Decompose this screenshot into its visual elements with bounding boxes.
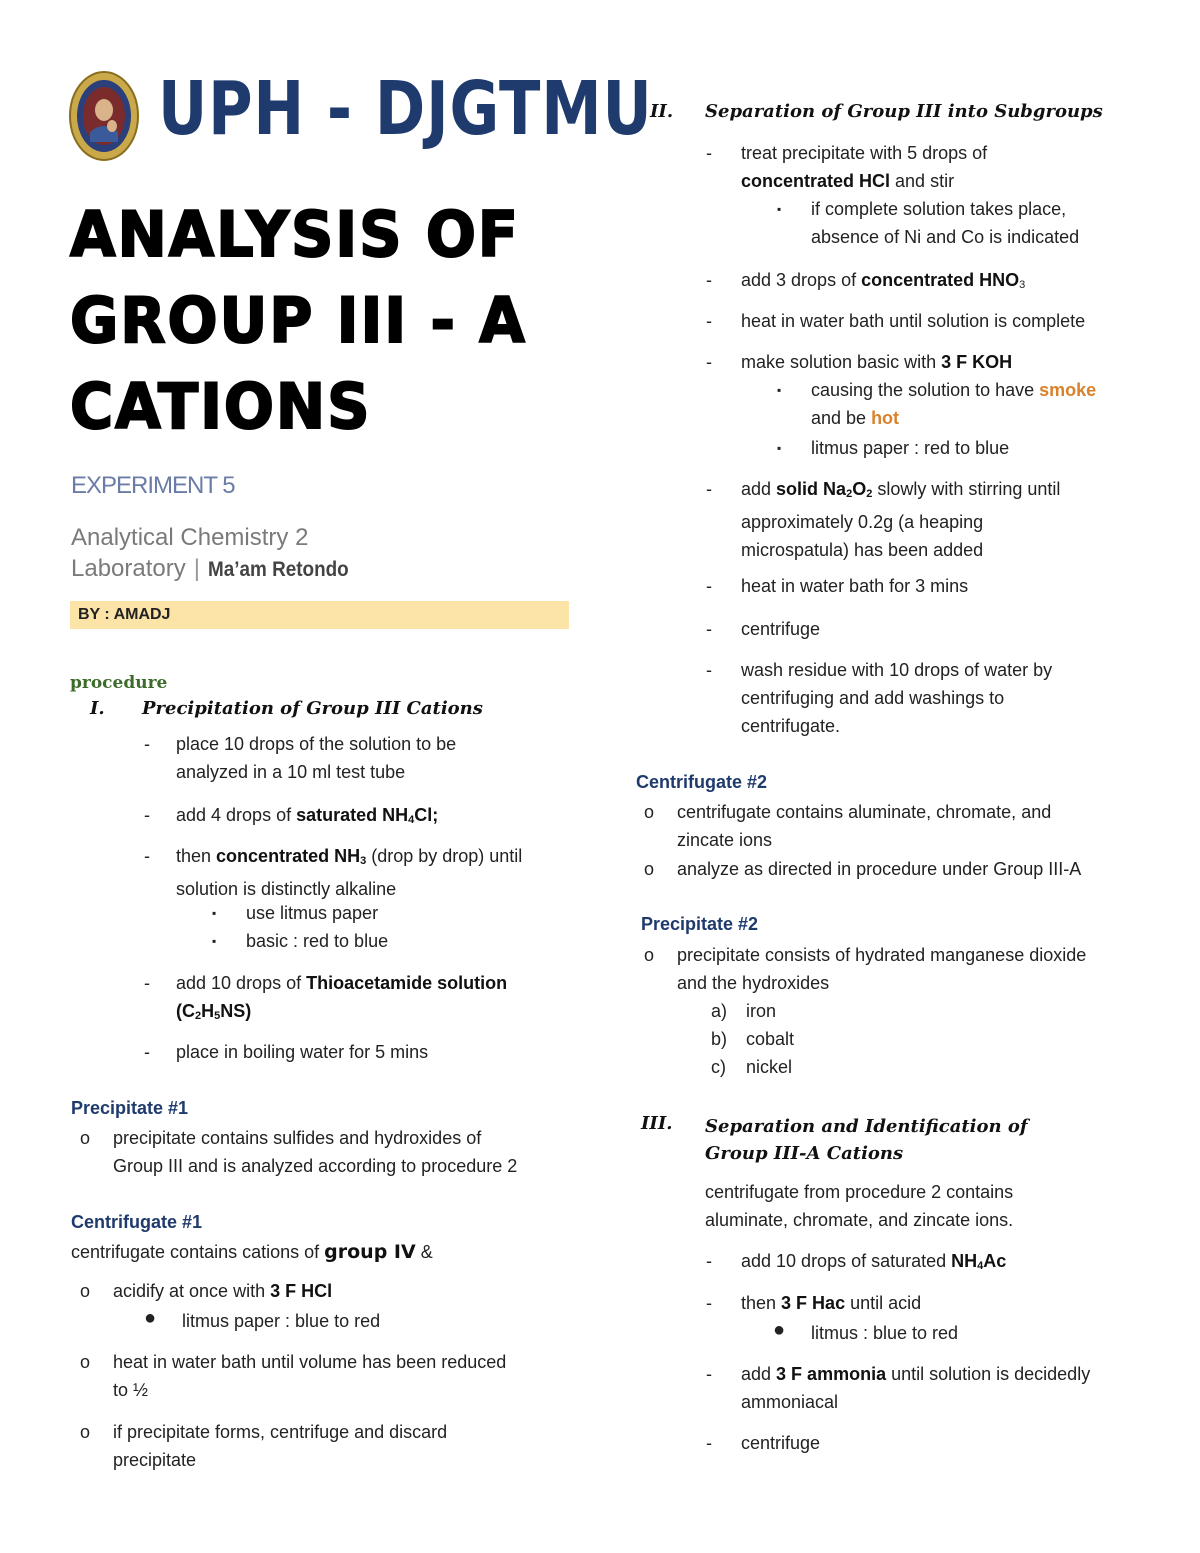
- chemical: O: [852, 479, 867, 499]
- title-line: CATIONS: [70, 370, 372, 443]
- text-line: solution is distinctly alkaline: [176, 879, 397, 899]
- title-line: GROUP III - A: [70, 284, 527, 357]
- list-label: c): [711, 1057, 726, 1077]
- text-line: centrifuging and add washings to: [741, 688, 1005, 708]
- step-text: [741, 266, 1025, 299]
- note-text: [677, 941, 1086, 997]
- section-title: Separation of Group III into Subgroups: [705, 101, 1103, 122]
- text: then: [176, 846, 217, 866]
- chemical: Ac: [983, 1251, 1007, 1271]
- group-label: group IV: [324, 1241, 416, 1263]
- step-text: [741, 348, 1012, 376]
- section-numeral: III.: [641, 1113, 673, 1134]
- section-numeral: I.: [90, 698, 105, 719]
- dash-bullet: -: [706, 311, 712, 331]
- square-bullet: ▪: [777, 202, 782, 216]
- text-line: place 10 drops of the solution to be: [176, 734, 457, 754]
- list-text: nickel: [746, 1057, 793, 1077]
- experiment-label: EXPERIMENT 5: [71, 472, 235, 499]
- separator: |: [193, 555, 200, 582]
- subscript: 3: [1019, 279, 1026, 291]
- text: &: [415, 1242, 433, 1262]
- circle-bullet: o: [644, 859, 655, 879]
- text: acidify at once with: [113, 1281, 271, 1301]
- chemical: Thioacetamide solution: [306, 973, 508, 993]
- sub-step: litmus : blue to red: [811, 1323, 959, 1343]
- title-line: Group III-A Cations: [705, 1143, 904, 1164]
- text-line: precipitate consists of hydrated manganese dioxide: [677, 945, 1087, 965]
- text: add: [741, 479, 777, 499]
- dash-bullet: -: [706, 352, 712, 372]
- section-numeral: II.: [650, 101, 674, 122]
- text: and be: [811, 408, 872, 428]
- text: add 3 drops of: [741, 270, 862, 290]
- text: add 10 drops of: [176, 973, 307, 993]
- text-line: precipitate contains sulfides and hydroxides of: [113, 1128, 482, 1148]
- square-bullet: ▪: [777, 383, 782, 397]
- list-text: cobalt: [746, 1029, 795, 1049]
- subscript: 4: [408, 814, 415, 826]
- text-line: centrifugate.: [741, 716, 841, 736]
- note-text: [113, 1124, 517, 1180]
- chemical: saturated NH: [296, 805, 409, 825]
- text: make solution basic with: [741, 352, 942, 372]
- procedure-label: procedure: [70, 673, 168, 693]
- text: add 4 drops of: [176, 805, 297, 825]
- note-text: [71, 1238, 433, 1266]
- circle-bullet: o: [80, 1281, 91, 1301]
- subscript: 3: [360, 855, 367, 867]
- text: until solution is decidedly: [886, 1364, 1091, 1384]
- sub-step: basic : red to blue: [246, 931, 389, 951]
- square-bullet: ▪: [212, 906, 217, 920]
- intro-text: [705, 1178, 1013, 1234]
- text: add: [741, 1364, 777, 1384]
- dash-bullet: -: [144, 973, 150, 993]
- dash-bullet: -: [706, 1293, 712, 1313]
- step-text: [741, 1289, 921, 1317]
- step-text: centrifuge: [741, 619, 821, 639]
- sub-step: litmus paper : red to blue: [811, 438, 1010, 458]
- text-line: to ½: [113, 1380, 149, 1400]
- dash-bullet: -: [706, 1364, 712, 1384]
- title-line: Separation and Identification of: [705, 1116, 1028, 1137]
- text-line: precipitate: [113, 1450, 197, 1470]
- list-item: [711, 1053, 794, 1081]
- text: (drop by drop) until: [366, 846, 523, 866]
- step-text: [176, 730, 456, 786]
- step-text: [176, 801, 438, 834]
- byline-banner: [70, 601, 569, 629]
- text-line: and the hydroxides: [677, 973, 830, 993]
- chemical: 3 F Hac: [781, 1293, 846, 1313]
- dash-bullet: -: [706, 576, 712, 596]
- precipitate-2-heading: Precipitate #2: [641, 914, 759, 934]
- text-line: absence of Ni and Co is indicated: [811, 227, 1080, 247]
- formula: H: [201, 1001, 215, 1021]
- highlight-word: smoke: [1039, 380, 1097, 400]
- subscript: 4: [977, 1260, 984, 1272]
- step-text: heat in water bath for 3 mins: [741, 576, 969, 596]
- step-text: [176, 842, 522, 903]
- university-seal-logo: [68, 70, 140, 162]
- text: centrifugate contains cations of: [71, 1242, 325, 1262]
- list-label: a): [711, 1001, 728, 1021]
- highlight-word: hot: [871, 408, 900, 428]
- centrifugate-2-heading: Centrifugate #2: [636, 772, 768, 792]
- square-bullet: ▪: [212, 934, 217, 948]
- dash-bullet: -: [144, 734, 150, 754]
- section-title: [705, 1113, 1028, 1167]
- chemical: concentrated HCl: [741, 171, 891, 191]
- step-text: [741, 475, 1060, 564]
- sub-step: [811, 195, 1079, 251]
- dash-bullet: -: [706, 619, 712, 639]
- sub-step: litmus paper : blue to red: [182, 1311, 381, 1331]
- text-line: wash residue with 10 drops of water by: [741, 660, 1053, 680]
- chemical: 3 F HCl: [270, 1281, 333, 1301]
- teacher-name: Ma’am Retondo: [207, 558, 349, 581]
- text: add 10 drops of saturated: [741, 1251, 952, 1271]
- subscript: 2: [195, 1010, 202, 1022]
- text-line: centrifugate contains aluminate, chromate, and: [677, 802, 1052, 822]
- course-info: [71, 522, 364, 585]
- dash-bullet: -: [144, 805, 150, 825]
- text-line: if precipitate forms, centrifuge and discard: [113, 1422, 448, 1442]
- text-line: centrifugate from procedure 2 contains: [705, 1182, 1014, 1202]
- circle-bullet: o: [80, 1422, 91, 1442]
- formula: (C: [176, 1001, 195, 1021]
- dash-bullet: -: [706, 270, 712, 290]
- step-text: centrifuge: [741, 1433, 821, 1453]
- page-title: [70, 192, 527, 450]
- note-text: [677, 798, 1051, 854]
- chemical: concentrated HNO: [861, 270, 1020, 290]
- text-line: treat precipitate with 5 drops of: [741, 143, 988, 163]
- step-text: [113, 1277, 332, 1305]
- dot-bullet: ●: [144, 1307, 157, 1329]
- subscript: 2: [846, 488, 853, 500]
- text: then: [741, 1293, 782, 1313]
- circle-bullet: o: [644, 802, 655, 822]
- dash-bullet: -: [144, 846, 150, 866]
- text-line: aluminate, chromate, and zincate ions.: [705, 1210, 1014, 1230]
- dash-bullet: -: [144, 1042, 150, 1062]
- chemical: Cl;: [414, 805, 439, 825]
- list-label: b): [711, 1029, 728, 1049]
- text-line: approximately 0.2g (a heaping: [741, 512, 984, 532]
- title-line: ANALYSIS OF: [70, 198, 520, 271]
- text-line: ammoniacal: [741, 1392, 839, 1412]
- text-line: if complete solution takes place,: [811, 199, 1067, 219]
- step-text: [741, 1247, 1006, 1280]
- subscript: 5: [214, 1010, 221, 1022]
- course-line: Laboratory: [71, 555, 186, 582]
- note-text: analyze as directed in procedure under Group III-A: [677, 859, 1082, 879]
- text-line: heat in water bath until volume has been reduced: [113, 1352, 507, 1372]
- text: until acid: [845, 1293, 922, 1313]
- chemical: solid Na: [776, 479, 847, 499]
- hydroxide-list: [711, 997, 794, 1081]
- dash-bullet: -: [706, 660, 712, 680]
- centrifugate-1-heading: Centrifugate #1: [71, 1212, 203, 1232]
- list-text: iron: [746, 1001, 777, 1021]
- sub-step: use litmus paper: [246, 903, 379, 923]
- circle-bullet: o: [80, 1352, 91, 1372]
- section-title: Precipitation of Group III Cations: [142, 698, 483, 719]
- chemical: concentrated NH: [216, 846, 361, 866]
- subscript: 2: [866, 488, 873, 500]
- byline-text: BY : AMADJ: [78, 606, 171, 623]
- step-text: [741, 139, 987, 195]
- step-text: heat in water bath until solution is complete: [741, 311, 1086, 331]
- text-line: zincate ions: [677, 830, 773, 850]
- sub-step: [811, 376, 1096, 432]
- circle-bullet: o: [80, 1128, 91, 1148]
- step-text: [113, 1348, 506, 1404]
- chemical: NH: [951, 1251, 978, 1271]
- dot-bullet: ●: [773, 1319, 786, 1341]
- circle-bullet: o: [644, 945, 655, 965]
- step-text: [741, 1360, 1090, 1416]
- chemical: 3 F KOH: [941, 352, 1013, 372]
- list-item: [711, 1025, 794, 1053]
- text-line: analyzed in a 10 ml test tube: [176, 762, 406, 782]
- dash-bullet: -: [706, 1433, 712, 1453]
- step-text: place in boiling water for 5 mins: [176, 1042, 429, 1062]
- text: and stir: [890, 171, 955, 191]
- brand-title: UPH - DJGTMU: [158, 66, 653, 152]
- list-item: [711, 997, 794, 1025]
- text-line: Group III and is analyzed according to procedure 2: [113, 1156, 518, 1176]
- step-text: [741, 656, 1052, 740]
- course-line: Analytical Chemistry 2: [71, 524, 309, 551]
- square-bullet: ▪: [777, 441, 782, 455]
- text-line: microspatula) has been added: [741, 540, 984, 560]
- dash-bullet: -: [706, 1251, 712, 1271]
- formula: NS): [220, 1001, 252, 1021]
- step-text: [113, 1418, 447, 1474]
- dash-bullet: -: [706, 479, 712, 499]
- step-text: [176, 969, 507, 1030]
- chemical: 3 F ammonia: [776, 1364, 887, 1384]
- text: slowly with stirring until: [872, 479, 1061, 499]
- dash-bullet: -: [706, 143, 712, 163]
- text: causing the solution to have: [811, 380, 1040, 400]
- precipitate-1-heading: Precipitate #1: [71, 1098, 189, 1118]
